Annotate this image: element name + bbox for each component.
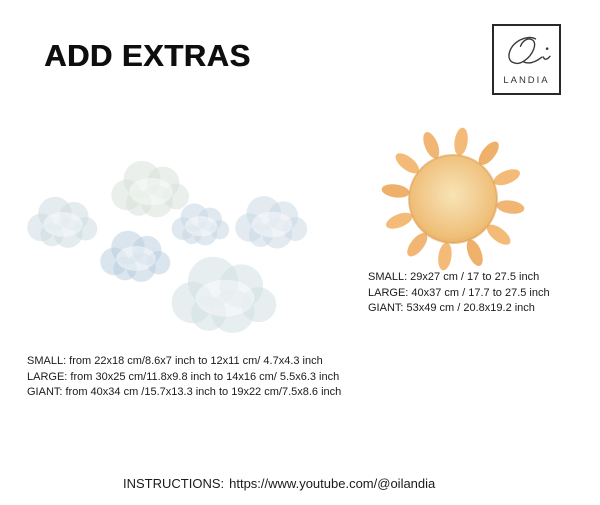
- cloud-icon: [27, 197, 97, 248]
- sun-size-line-giant: GIANT: 53x49 cm / 20.8x19.2 inch: [368, 302, 535, 314]
- cloud-size-line-giant: GIANT: from 40x34 cm /15.7x13.3 inch to 19x22 cm/7.5x8.6 inch: [27, 386, 342, 398]
- cloud-icon: [100, 231, 170, 282]
- instructions-url[interactable]: https://www.youtube.com/@oilandia: [229, 476, 436, 491]
- cloud-icon: [172, 257, 277, 333]
- sun-icon: [378, 124, 528, 274]
- cloud-size-line-small: SMALL: from 22x18 cm/8.6x7 inch to 12x11 cm/ 4.7x4.3 inch: [27, 355, 323, 367]
- instructions-line: [123, 476, 435, 491]
- page-title: ADD EXTRAS: [44, 38, 251, 73]
- cloud-icon: [172, 203, 230, 245]
- cloud-icon: [235, 196, 307, 249]
- cloud-sizes-text: [27, 354, 341, 401]
- cloud-icon: [111, 161, 189, 218]
- cloud-size-line-large: LARGE: from 30x25 cm/11.8x9.8 inch to 14x16 cm/ 5.5x6.3 inch: [27, 370, 340, 383]
- oi-signature-icon: [500, 32, 556, 70]
- brand-logo: [492, 24, 561, 95]
- sun-size-line-small: SMALL: 29x27 cm / 17 to 27.5 inch: [368, 271, 540, 283]
- sun-body: [409, 155, 497, 243]
- sun-sizes-text: [368, 270, 550, 317]
- sun-size-line-large: LARGE: 40x37 cm / 17.7 to 27.5 inch: [368, 286, 550, 299]
- clouds-illustration: [20, 148, 320, 353]
- instructions-label: INSTRUCTIONS:: [123, 476, 225, 491]
- logo-brand-text: LANDIA: [503, 75, 550, 86]
